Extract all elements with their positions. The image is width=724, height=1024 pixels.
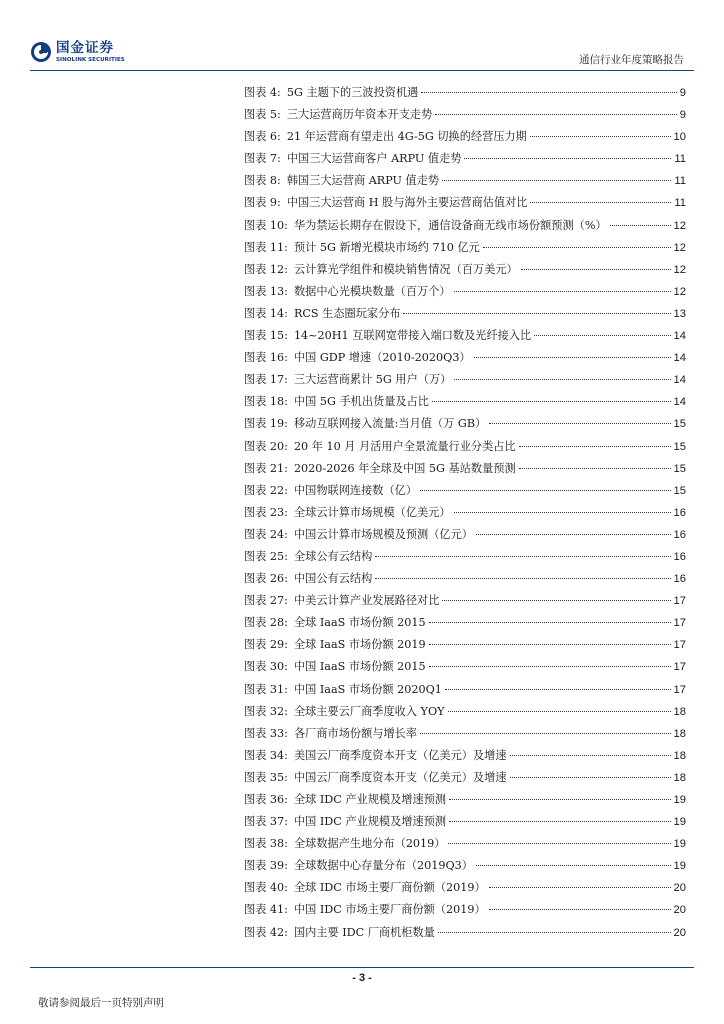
toc-dot-leader	[445, 689, 671, 690]
sinolink-logo-icon	[30, 41, 52, 63]
toc-dot-leader	[403, 313, 670, 314]
toc-figure-title: 21 年运营商有望走出 4G-5G 切换的经营压力期	[286, 130, 527, 144]
toc-entry[interactable]	[244, 791, 686, 813]
toc-figure-title: 数据中心光模块数量（百万个）	[293, 284, 451, 298]
toc-entry[interactable]	[244, 901, 686, 923]
toc-entry[interactable]	[244, 592, 686, 614]
toc-figure-title: 中国 GDP 增速（2010-2020Q3）	[293, 351, 471, 365]
toc-dot-leader	[454, 379, 670, 380]
toc-entry[interactable]	[244, 150, 686, 172]
disclaimer-note: 敬请参阅最后一页特别声明	[38, 997, 164, 1009]
toc-entry[interactable]	[244, 261, 686, 283]
toc-entry[interactable]	[244, 128, 686, 150]
toc-page-number: 17	[673, 595, 686, 608]
logo-text-cn: 国金证券	[56, 40, 114, 56]
toc-dot-leader	[521, 269, 671, 270]
toc-figure-label: 图表 6:	[244, 130, 281, 144]
toc-entry[interactable]	[244, 924, 686, 946]
toc-dot-leader	[474, 357, 671, 358]
toc-page-number: 12	[673, 241, 686, 254]
toc-page-number: 14	[673, 330, 686, 343]
toc-dot-leader	[489, 887, 671, 888]
toc-entry[interactable]	[244, 393, 686, 415]
toc-figure-title: 三大运营商历年资本开支走势	[286, 108, 433, 122]
toc-entry[interactable]	[244, 614, 686, 636]
toc-entry[interactable]	[244, 172, 686, 194]
toc-dot-leader	[610, 225, 671, 226]
toc-page-number: 16	[673, 528, 686, 541]
toc-entry[interactable]	[244, 703, 686, 725]
toc-dot-leader	[442, 600, 670, 601]
toc-page-number: 16	[673, 573, 686, 586]
toc-entry[interactable]	[244, 349, 686, 371]
toc-figure-title: 中国公有云结构	[293, 572, 373, 586]
header-divider	[30, 70, 694, 71]
toc-figure-label: 图表 7:	[244, 152, 281, 166]
toc-dot-leader	[510, 777, 671, 778]
toc-dot-leader	[429, 666, 671, 667]
toc-figure-title: 美国云厂商季度资本开支（亿美元）及增速	[293, 748, 507, 762]
toc-dot-leader	[448, 711, 671, 712]
toc-figure-title: 全球 IDC 产业规模及增速预测	[293, 793, 447, 806]
toc-page-number: 11	[674, 175, 686, 188]
figure-list	[244, 84, 686, 946]
toc-page-number: 9	[679, 87, 686, 99]
toc-entry[interactable]	[244, 460, 686, 482]
toc-figure-title: 国内主要 IDC 厂商机柜数量	[293, 925, 435, 939]
toc-figure-label: 图表 15:	[244, 329, 288, 343]
logo-text-en: SINOLINK SECURITIES	[56, 57, 125, 63]
toc-entry[interactable]	[244, 548, 686, 570]
toc-page-number: 19	[673, 860, 686, 873]
toc-figure-title: 全球 IDC 市场主要厂商份额（2019）	[293, 881, 486, 895]
toc-figure-label: 图表 19:	[244, 417, 288, 431]
footer-divider	[30, 967, 694, 968]
toc-dot-leader	[420, 733, 671, 734]
toc-figure-label: 图表 29:	[244, 638, 288, 652]
toc-figure-label: 图表 4:	[244, 86, 281, 99]
toc-figure-label: 图表 41:	[244, 903, 288, 917]
toc-figure-title: 中国物联网连接数（亿）	[293, 483, 418, 497]
toc-figure-label: 图表 35:	[244, 770, 288, 784]
toc-page-number: 13	[673, 307, 686, 320]
toc-figure-title: 中国 IaaS 市场份额 2020Q1	[293, 682, 442, 696]
toc-page-number: 17	[673, 683, 686, 696]
toc-entry[interactable]	[244, 636, 686, 658]
toc-dot-leader	[530, 202, 671, 203]
toc-figure-label: 图表 14:	[244, 306, 288, 320]
toc-figure-label: 图表 38:	[244, 837, 288, 851]
toc-figure-label: 图表 18:	[244, 395, 288, 409]
toc-dot-leader	[432, 401, 671, 402]
toc-figure-title: 中国 IaaS 市场份额 2015	[293, 660, 426, 674]
toc-dot-leader	[429, 622, 671, 623]
toc-figure-title: 华为禁运长期存在假设下，通信设备商无线市场份额预测（%）	[293, 218, 607, 232]
toc-figure-label: 图表 22:	[244, 483, 288, 497]
page-header	[0, 0, 724, 72]
toc-entry[interactable]	[244, 857, 686, 879]
toc-figure-title: 韩国三大运营商 ARPU 值走势	[286, 174, 440, 188]
toc-page-number: 9	[679, 109, 686, 122]
toc-page-number: 20	[673, 904, 686, 917]
toc-entry[interactable]	[244, 283, 686, 305]
toc-entry[interactable]	[244, 482, 686, 504]
toc-figure-label: 图表 26:	[244, 572, 288, 586]
toc-entry[interactable]	[244, 658, 686, 680]
toc-dot-leader	[448, 843, 670, 844]
toc-figure-label: 图表 12:	[244, 262, 288, 276]
toc-figure-title: 云计算光学组件和模块销售情况（百万美元）	[293, 262, 518, 276]
toc-entry[interactable]	[244, 570, 686, 592]
toc-dot-leader	[449, 821, 670, 822]
toc-figure-title: 三大运营商累计 5G 用户（万）	[293, 373, 452, 387]
toc-page-number: 18	[673, 749, 686, 762]
toc-page-number: 16	[673, 550, 686, 563]
toc-figure-title: 移动互联网接入流量:当月值（万 GB）	[293, 417, 487, 431]
toc-page-number: 15	[673, 440, 686, 453]
toc-dot-leader	[435, 114, 676, 115]
toc-figure-title: 20 年 10 月 月活用户全景流量行业分类占比	[293, 439, 516, 453]
toc-figure-label: 图表 11:	[244, 240, 288, 254]
toc-figure-label: 图表 34:	[244, 748, 288, 762]
toc-figure-label: 图表 24:	[244, 527, 288, 541]
report-type-title: 通信行业年度策略报告	[579, 54, 684, 66]
toc-page-number: 16	[673, 506, 686, 519]
toc-figure-title: 5G 主题下的三波投资机遇	[286, 86, 419, 99]
toc-page-number: 18	[673, 771, 686, 784]
page-number: - 3 -	[352, 972, 372, 984]
toc-dot-leader	[510, 755, 671, 756]
toc-entry[interactable]	[244, 504, 686, 526]
toc-figure-title: 中国三大运营商客户 ARPU 值走势	[286, 152, 462, 166]
toc-dot-leader	[489, 423, 670, 424]
toc-entry[interactable]	[244, 371, 686, 393]
toc-figure-label: 图表 17:	[244, 373, 288, 387]
toc-dot-leader	[530, 136, 671, 137]
toc-page-number: 20	[673, 926, 686, 939]
toc-dot-leader	[519, 446, 671, 447]
toc-figure-label: 图表 28:	[244, 616, 288, 630]
toc-figure-label: 图表 13:	[244, 284, 288, 298]
toc-dot-leader	[438, 932, 671, 933]
toc-dot-leader	[483, 247, 671, 248]
toc-dot-leader	[489, 909, 671, 910]
toc-figure-title: 预计 5G 新增光模块市场约 710 亿元	[293, 240, 480, 254]
toc-figure-title: 全球 IaaS 市场份额 2015	[293, 616, 426, 630]
toc-figure-title: 2020-2026 年全球及中国 5G 基站数量预测	[293, 461, 516, 475]
toc-figure-label: 图表 37:	[244, 815, 288, 829]
toc-entry[interactable]	[244, 217, 686, 239]
toc-figure-label: 图表 32:	[244, 704, 288, 718]
company-logo	[30, 40, 134, 70]
toc-entry[interactable]	[244, 106, 686, 128]
toc-figure-label: 图表 36:	[244, 793, 288, 806]
toc-page-number: 14	[673, 352, 686, 365]
toc-figure-title: 全球主要云厂商季度收入 YOY	[293, 704, 445, 718]
toc-figure-label: 图表 40:	[244, 881, 288, 895]
toc-page-number: 12	[673, 219, 686, 232]
toc-figure-title: 中国 5G 手机出货量及占比	[293, 395, 429, 409]
toc-entry[interactable]	[244, 526, 686, 548]
toc-figure-label: 图表 16:	[244, 351, 288, 365]
toc-figure-title: 全球数据中心存量分布（2019Q3）	[293, 859, 473, 873]
toc-entry[interactable]	[244, 769, 686, 791]
toc-dot-leader	[454, 512, 671, 513]
toc-figure-title: 中国 IDC 市场主要厂商份额（2019）	[293, 903, 486, 917]
toc-page-number: 15	[673, 418, 686, 431]
toc-dot-leader	[442, 180, 671, 181]
toc-dot-leader	[375, 556, 670, 557]
toc-page-number: 17	[673, 639, 686, 652]
toc-figure-label: 图表 31:	[244, 682, 288, 696]
toc-dot-leader	[421, 92, 676, 93]
toc-figure-title: RCS 生态圈玩家分布	[293, 306, 401, 320]
toc-figure-label: 图表 25:	[244, 549, 288, 563]
toc-figure-label: 图表 8:	[244, 174, 281, 188]
toc-page-number: 12	[673, 285, 686, 298]
toc-figure-label: 图表 42:	[244, 925, 288, 939]
toc-page-number: 17	[673, 661, 686, 674]
toc-dot-leader	[429, 644, 671, 645]
toc-dot-leader	[519, 468, 671, 469]
toc-entry[interactable]	[244, 813, 686, 835]
toc-figure-title: 全球 IaaS 市场份额 2019	[293, 638, 426, 652]
toc-page-number: 10	[673, 131, 686, 144]
toc-page-number: 18	[673, 705, 686, 718]
toc-figure-label: 图表 10:	[244, 218, 288, 232]
toc-figure-label: 图表 27:	[244, 594, 288, 608]
toc-page-number: 19	[673, 794, 686, 806]
toc-dot-leader	[375, 578, 670, 579]
toc-figure-title: 全球数据产生地分布（2019）	[293, 837, 446, 851]
toc-entry[interactable]	[244, 327, 686, 349]
toc-figure-title: 中国云计算市场规模及预测（亿元）	[293, 527, 473, 541]
toc-entry[interactable]	[244, 239, 686, 261]
toc-figure-label: 图表 5:	[244, 108, 281, 122]
toc-dot-leader	[449, 799, 670, 800]
toc-page-number: 20	[673, 882, 686, 895]
toc-entry[interactable]	[244, 681, 686, 703]
toc-figure-title: 中国云厂商季度资本开支（亿美元）及增速	[293, 770, 507, 784]
toc-figure-label: 图表 30:	[244, 660, 288, 674]
toc-figure-title: 中国三大运营商 H 股与海外主要运营商估值对比	[286, 196, 528, 210]
toc-figure-title: 中美云计算产业发展路径对比	[293, 594, 440, 608]
toc-figure-label: 图表 23:	[244, 505, 288, 519]
toc-page-number: 11	[674, 153, 686, 166]
toc-figure-label: 图表 33:	[244, 726, 288, 740]
toc-dot-leader	[476, 865, 671, 866]
toc-page-number: 15	[673, 484, 686, 497]
toc-dot-leader	[476, 534, 671, 535]
toc-figure-title: 中国 IDC 产业规模及增速预测	[293, 815, 447, 829]
toc-figure-label: 图表 39:	[244, 859, 288, 873]
toc-entry[interactable]	[244, 305, 686, 327]
toc-figure-label: 图表 21:	[244, 461, 288, 475]
toc-figure-title: 全球云计算市场规模（亿美元）	[293, 505, 451, 519]
toc-dot-leader	[464, 158, 671, 159]
toc-entry[interactable]	[244, 747, 686, 769]
toc-page-number: 18	[673, 727, 686, 740]
toc-figure-title: 全球公有云结构	[293, 549, 373, 563]
toc-page-number: 12	[673, 263, 686, 276]
toc-entry[interactable]	[244, 835, 686, 857]
toc-page-number: 15	[673, 462, 686, 475]
toc-page-number: 14	[673, 374, 686, 387]
toc-page-number: 17	[673, 617, 686, 630]
toc-entry[interactable]	[244, 725, 686, 747]
toc-page-number: 19	[673, 816, 686, 829]
toc-entry[interactable]	[244, 879, 686, 901]
toc-dot-leader	[454, 291, 671, 292]
toc-figure-label: 图表 20:	[244, 439, 288, 453]
toc-figure-label: 图表 9:	[244, 196, 281, 210]
toc-entry[interactable]	[244, 194, 686, 216]
toc-dot-leader	[420, 490, 671, 491]
toc-figure-title: 14~20H1 互联网宽带接入端口数及光纤接入比	[293, 329, 532, 343]
toc-page-number: 19	[673, 838, 686, 851]
toc-dot-leader	[534, 335, 670, 336]
toc-figure-title: 各厂商市场份额与增长率	[293, 726, 418, 740]
toc-page-number: 11	[674, 197, 686, 210]
toc-entry[interactable]	[244, 84, 686, 106]
toc-entry[interactable]	[244, 415, 686, 437]
toc-page-number: 14	[673, 396, 686, 409]
toc-entry[interactable]	[244, 438, 686, 460]
